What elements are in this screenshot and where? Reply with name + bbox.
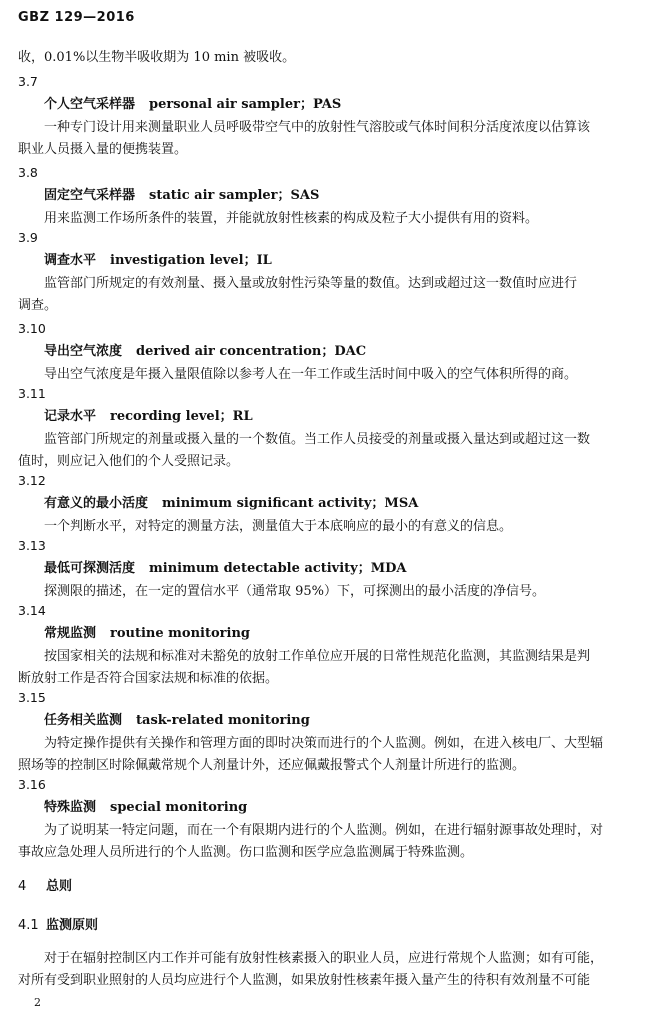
- term-number: 3.16: [18, 777, 46, 792]
- term-english: special monitoring: [110, 800, 248, 815]
- term-definition-line: 照场等的控制区时除佩戴常规个人剂量计外，还应佩戴报警式个人剂量计所进行的监测。: [18, 758, 526, 773]
- term-definition-line: 一种专门设计用来测量职业人员呼吸带空气中的放射性气溶胶或气体时间积分活度浓度以估算该: [44, 120, 591, 135]
- term-definition-line: 用来监测工作场所条件的装置，并能就放射性核素的构成及粒子大小提供有用的资料。: [44, 211, 539, 226]
- term-english: static air sampler；SAS: [149, 188, 320, 203]
- term-chinese: 固定空气采样器: [44, 188, 136, 203]
- term-number: 3.14: [18, 603, 46, 618]
- term-heading: [44, 558, 406, 580]
- term-definition-line: 事故应急处理人员所进行的个人监测。伤口监测和医学应急监测属于特殊监测。: [18, 845, 474, 860]
- term-number: 3.9: [18, 230, 38, 245]
- term-chinese: 导出空气浓度: [44, 344, 123, 359]
- term-definition-line: 为了说明某一特定问题，而在一个有限期内进行的个人监测。例如，在进行辐射源事故处理时，对: [44, 823, 604, 838]
- term-heading: [44, 797, 247, 819]
- term-number: 3.10: [18, 321, 46, 336]
- term-chinese: 个人空气采样器: [44, 97, 136, 112]
- subsection-number: 4.1: [18, 918, 39, 933]
- term-definition-line: 断放射工作是否符合国家法规和标准的依据。: [18, 671, 279, 686]
- term-english: minimum detectable activity；MDA: [149, 561, 407, 576]
- term-chinese: 调查水平: [44, 253, 97, 268]
- term-chinese: 记录水平: [44, 409, 97, 424]
- term-english: investigation level；IL: [110, 253, 272, 268]
- term-english: recording level；RL: [110, 409, 253, 424]
- term-heading: [44, 185, 319, 207]
- term-definition-line: 调查。: [18, 298, 58, 313]
- term-definition-line: 一个判断水平，对特定的测量方法，测量值大于本底响应的最小的有意义的信息。: [44, 519, 513, 534]
- term-number: 3.15: [18, 690, 46, 705]
- term-chinese: 特殊监测: [44, 800, 97, 815]
- term-english: minimum significant activity；MSA: [162, 496, 419, 511]
- term-definition-line: 职业人员摄入量的便携装置。: [18, 142, 188, 157]
- standard-code: GBZ 129—2016: [18, 10, 135, 25]
- term-chinese: 最低可探测活度: [44, 561, 136, 576]
- term-definition-line: 为特定操作提供有关操作和管理方面的即时决策而进行的个人监测。例如，在进入核电厂、大型辐: [44, 736, 604, 751]
- term-definition-line: 监管部门所规定的剂量或摄入量的一个数值。当工作人员接受的剂量或摄入量达到或超过这一数: [44, 432, 591, 447]
- term-number: 3.7: [18, 74, 38, 89]
- term-heading: [44, 250, 272, 272]
- term-heading: [44, 493, 418, 515]
- term-chinese: 常规监测: [44, 626, 97, 641]
- subsection-title: 监测原则: [46, 918, 99, 933]
- term-heading: [44, 623, 250, 645]
- paragraph-line: 对于在辐射控制区内工作并可能有放射性核素摄入的职业人员，应进行常规个人监测；如有可能，: [44, 951, 604, 966]
- term-heading: [44, 710, 310, 732]
- term-english: task-related monitoring: [136, 713, 310, 728]
- term-definition-line: 值时，则应记入他们的个人受照记录。: [18, 454, 240, 469]
- term-number: 3.13: [18, 538, 46, 553]
- continuation-text: 收，0.01%以生物半吸收期为 10 min 被吸收。: [18, 50, 296, 65]
- term-definition-line: 监管部门所规定的有效剂量、摄入量或放射性污染等量的数值。达到或超过这一数值时应进行: [44, 276, 578, 291]
- term-definition-line: 按国家相关的法规和标准对未豁免的放射工作单位应开展的日常性规范化监测，其监测结果是判: [44, 649, 591, 664]
- term-definition-line: 导出空气浓度是年摄入量限值除以参考人在一年工作或生活时间中吸入的空气体积所得的商。: [44, 367, 578, 382]
- term-heading: [44, 406, 253, 428]
- term-number: 3.11: [18, 386, 46, 401]
- term-english: derived air concentration；DAC: [136, 344, 367, 359]
- term-definition-line: 探测限的描述，在一定的置信水平（通常取 95%）下，可探测出的最小活度的净信号。: [44, 584, 546, 599]
- term-english: personal air sampler；PAS: [149, 97, 342, 112]
- page-number: 2: [34, 996, 41, 1009]
- term-chinese: 任务相关监测: [44, 713, 123, 728]
- section-title: 总则: [46, 879, 73, 894]
- paragraph-line: 对所有受到职业照射的人员均应进行个人监测，如果放射性核素年摄入量产生的待积有效剂量不可能: [18, 973, 591, 988]
- term-english: routine monitoring: [110, 626, 251, 641]
- term-heading: [44, 341, 366, 363]
- term-heading: [44, 94, 341, 116]
- term-number: 3.12: [18, 473, 46, 488]
- term-number: 3.8: [18, 165, 38, 180]
- section-number: 4: [18, 879, 27, 894]
- subsection-heading: [18, 915, 98, 937]
- section-heading: [18, 876, 72, 898]
- term-chinese: 有意义的最小活度: [44, 496, 149, 511]
